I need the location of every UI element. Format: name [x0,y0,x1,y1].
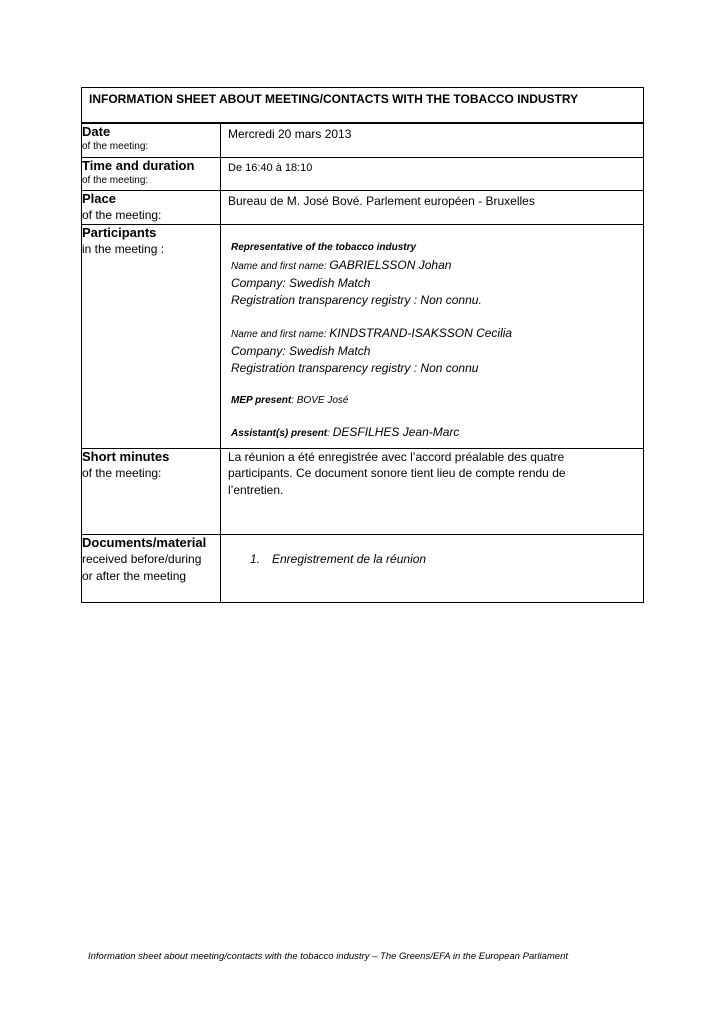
documents-list-item [250,552,643,566]
participants-block [221,225,643,442]
time-value: De 16:40 à 18:10 [228,161,313,174]
participants-label-cell [82,224,221,448]
place-sublabel: of the meeting: [82,207,162,222]
participant-2-name-prefix: Name and first name: [231,328,330,340]
place-label-cell [82,190,221,224]
title-cell [82,88,644,124]
place-value-cell [221,190,644,224]
documents-sublabel-1: received before/during [82,551,202,566]
minutes-label-cell [82,448,221,534]
participant-2-name: KINDSTRAND-ISAKSSON Cecilia [329,325,513,340]
date-value: Mercredi 20 mars 2013 [228,127,352,141]
documents-row [82,534,644,602]
date-sublabel: of the meeting: [82,141,149,152]
date-value-cell [221,123,644,157]
assistant-present-line [231,423,643,442]
time-row [82,157,644,190]
sheet-title: INFORMATION SHEET ABOUT MEETING/CONTACTS WITH THE TOBACCO INDUSTRY [89,92,579,106]
minutes-text [221,449,643,499]
participant-2-registry: Registration transparency registry : Non connu [231,360,479,375]
participant-1-name: GABRIELSSON Johan [329,257,452,272]
place-value: Bureau de M. José Bové. Parlement européen - Bruxelles [228,193,535,208]
minutes-sublabel: of the meeting: [82,465,162,480]
participants-row [82,224,644,448]
documents-label: Documents/material [82,534,207,550]
page-footer: Information sheet about meeting/contacts with the tobacco industry – The Greens/EFA in the European Parliament [88,951,569,962]
time-label-cell [82,157,221,190]
time-label: Time and duration [82,157,195,173]
minutes-label: Short minutes [82,448,170,464]
documents-item-text: Enregistrement de la réunion [272,551,427,566]
participant-1-company: Company: Swedish Match [231,275,371,290]
documents-label-cell [82,534,221,602]
information-sheet-table [81,87,644,603]
place-row [82,190,644,224]
time-value-cell [221,157,644,190]
mep-present-value: : BOVE José [291,394,349,406]
documents-value-cell [221,534,644,602]
mep-present-label: MEP present [231,394,292,406]
minutes-row [82,448,644,534]
documents-list [221,535,643,566]
participant-1-name-line [231,256,643,275]
participant-1-name-prefix: Name and first name: [231,260,330,272]
participants-label: Participants [82,224,157,240]
mep-present-line [231,392,643,409]
participant-1-registry: Registration transparency registry : Non connu. [231,292,482,307]
assistant-present-value: DESFILHES Jean-Marc [332,424,460,439]
participants-sublabel: in the meeting : [82,241,165,256]
minutes-line-2: participants. Ce document sonore tient lieu de compte rendu de [228,466,566,480]
participant-2-company: Company: Swedish Match [231,343,371,358]
date-label-cell [82,123,221,157]
date-label: Date [82,124,111,139]
time-sublabel: of the meeting: [82,174,149,186]
minutes-line-1: La réunion a été enregistrée avec l’accord préalable des quatre [228,449,565,464]
participant-2-name-line [231,324,643,343]
minutes-line-3: l’entretien. [228,482,284,497]
place-label: Place [82,190,116,206]
assistant-present-colon: : [327,427,333,439]
date-row [82,123,644,157]
documents-item-number: 1. [250,551,261,566]
minutes-value-cell [221,448,644,534]
documents-sublabel-2: or after the meeting [82,568,187,583]
assistant-present-label: Assistant(s) present [231,427,328,439]
representative-heading: Representative of the tobacco industry [231,241,417,253]
participants-value-cell [221,224,644,448]
